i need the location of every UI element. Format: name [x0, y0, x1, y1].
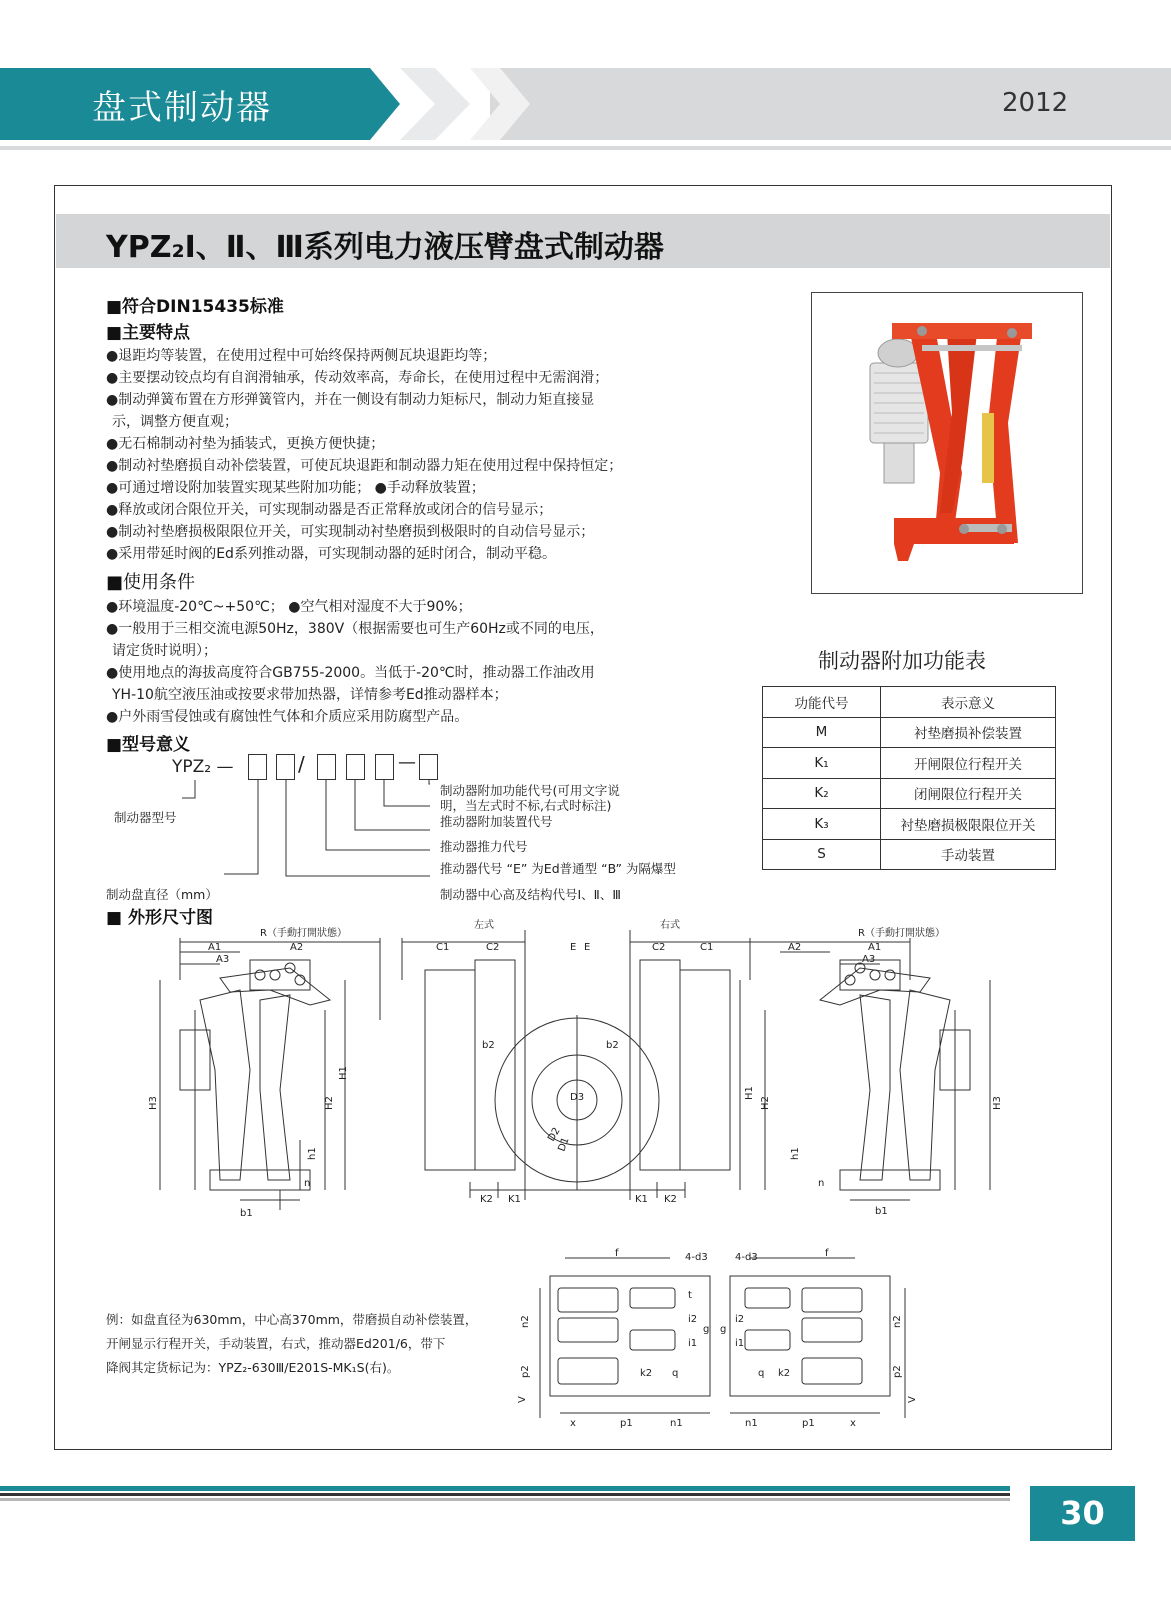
svg-text:K1: K1 — [635, 1194, 648, 1205]
svg-text:H1: H1 — [338, 1066, 349, 1080]
code-box — [375, 754, 394, 780]
function-table — [762, 686, 1056, 870]
section-title: 盘式制动器 — [92, 88, 272, 128]
product-title: YPZ₂Ⅰ、Ⅱ、Ⅲ系列电力液压臂盘式制动器 — [106, 230, 664, 265]
table-row — [763, 748, 1056, 779]
outline-drawing — [140, 920, 1110, 1220]
svg-text:b1: b1 — [875, 1206, 888, 1217]
code-slash: / — [298, 752, 305, 776]
table-row — [763, 839, 1056, 870]
feature-line: ●无石棉制动衬垫为插装式，更换方便快捷； — [106, 436, 385, 452]
dimensions-heading: ■ 外形尺寸图 — [106, 908, 213, 928]
svg-text:n2: n2 — [892, 1315, 903, 1328]
svg-text:V: V — [517, 1396, 528, 1403]
svg-text:p1: p1 — [620, 1418, 633, 1429]
feature-line: ●主要摆动铰点均有自润滑轴承，传动效率高，寿命长，在使用过程中无需润滑； — [106, 370, 609, 386]
svg-text:C2: C2 — [486, 942, 500, 953]
svg-text:H2: H2 — [324, 1096, 335, 1110]
chevron-icon — [400, 68, 470, 140]
table-header-row — [763, 687, 1056, 718]
table-cell: 开闸限位行程开关 — [881, 748, 1056, 779]
svg-text:i1: i1 — [735, 1338, 745, 1349]
model-prefix: YPZ₂ — — [172, 757, 234, 777]
svg-text:A2: A2 — [290, 942, 304, 953]
svg-text:n: n — [818, 1178, 825, 1189]
product-photo — [811, 292, 1083, 594]
svg-text:K2: K2 — [480, 1194, 493, 1205]
svg-text:D3: D3 — [570, 1092, 585, 1103]
dim-label-left: 左式 — [474, 920, 494, 931]
svg-text:x: x — [850, 1418, 856, 1429]
footer-rule — [0, 1486, 1010, 1491]
svg-text:f: f — [615, 1248, 619, 1259]
example-line: 例：如盘直径为630mm，中心高370mm，带磨损自动补偿装置， — [106, 1312, 478, 1327]
svg-text:q: q — [672, 1368, 679, 1379]
table-cell: K₃ — [763, 809, 881, 840]
code-box — [317, 754, 336, 780]
header-bar — [490, 68, 1171, 140]
condition-line: ●一般用于三相交流电源50Hz，380V（根据需要也可生产60Hz或不同的电压， — [106, 621, 604, 637]
label-device: 推动器附加装置代号 — [440, 814, 553, 829]
table-header: 表示意义 — [881, 687, 1056, 718]
label-type: 制动器型号 — [114, 810, 177, 825]
svg-text:D2: D2 — [546, 1125, 563, 1144]
footer-rule — [0, 1498, 1010, 1501]
feature-line: ●释放或闭合限位开关，可实现制动器是否正常释放或闭合的信号显示； — [106, 502, 553, 518]
svg-text:C1: C1 — [700, 942, 714, 953]
svg-text:V: V — [907, 1396, 918, 1403]
table-row — [763, 809, 1056, 840]
feature-line: ●制动弹簧布置在方形弹簧管内，并在一侧设有制动力矩标尺，制动力矩直接显 — [106, 392, 595, 408]
table-cell: 衬垫磨损补偿装置 — [881, 717, 1056, 748]
label-func: 制动器附加功能代号(可用文字说 — [440, 783, 620, 798]
svg-text:q: q — [758, 1368, 765, 1379]
table-row — [763, 778, 1056, 809]
feature-line: ●制动衬垫磨损极限限位开关，可实现制动衬垫磨损到极限时的自动信号显示； — [106, 524, 595, 540]
svg-text:H3: H3 — [148, 1096, 159, 1110]
table-header: 功能代号 — [763, 687, 881, 718]
condition-line: 请定货时说明）； — [112, 643, 217, 659]
svg-text:A1: A1 — [208, 942, 222, 953]
example-line: 降阀其定货标记为：YPZ₂-630Ⅲ/E201S-MK₁S(右)。 — [106, 1360, 400, 1375]
svg-text:E: E — [570, 942, 577, 953]
feature-line: ●采用带延时阀的Ed系列推动器，可实现制动器的延时闭合，制动平稳。 — [106, 546, 556, 562]
svg-text:R（手動打開狀態）: R（手動打開狀態） — [858, 928, 945, 939]
code-box — [248, 754, 267, 780]
svg-text:n1: n1 — [670, 1418, 683, 1429]
code-box — [276, 754, 295, 780]
svg-text:K1: K1 — [508, 1194, 521, 1205]
year-label: 2012 — [1002, 88, 1069, 118]
feature-line: ●退距均等装置，在使用过程中可始终保持两侧瓦块退距均等； — [106, 348, 497, 364]
svg-text:n: n — [304, 1178, 311, 1189]
table-cell: 闭闸限位行程开关 — [881, 778, 1056, 809]
condition-line: ●户外雨雪侵蚀或有腐蚀性气体和介质应采用防腐型产品。 — [106, 709, 469, 725]
svg-text:b1: b1 — [240, 1208, 253, 1219]
code-box — [346, 754, 365, 780]
model-heading: ■型号意义 — [106, 735, 191, 755]
table-cell: S — [763, 839, 881, 870]
feature-line: ●制动衬垫磨损自动补偿装置，可使瓦块退距和制动器力矩在使用过程中保持恒定； — [106, 458, 623, 474]
table-cell: K₂ — [763, 778, 881, 809]
svg-text:A3: A3 — [862, 954, 876, 965]
svg-text:A2: A2 — [788, 942, 802, 953]
svg-text:k2: k2 — [778, 1368, 791, 1379]
svg-text:p2: p2 — [892, 1365, 903, 1378]
dim-label-right: 右式 — [660, 920, 680, 931]
feature-line: ●可通过增设附加装置实现某些附加功能； ●手动释放装置； — [106, 480, 485, 496]
condition-line: YH-10航空液压油或按要求带加热器，详情参考Ed推动器样本； — [112, 687, 508, 703]
svg-text:K2: K2 — [664, 1194, 677, 1205]
label-func: 明，当左式时不标,右式时标注) — [440, 798, 612, 813]
code-box — [419, 754, 438, 780]
svg-text:f: f — [825, 1248, 829, 1259]
svg-text:C2: C2 — [652, 942, 666, 953]
label-force: 推动器推力代号 — [440, 839, 528, 854]
svg-text:b2: b2 — [482, 1040, 495, 1051]
svg-text:p2: p2 — [520, 1365, 531, 1378]
header-divider — [0, 146, 1171, 150]
table-row — [763, 717, 1056, 748]
svg-text:k2: k2 — [640, 1368, 653, 1379]
condition-line: ●环境温度-20℃~+50℃； ●空气相对湿度不大于90%； — [106, 599, 472, 615]
table-cell: 衬垫磨损极限限位开关 — [881, 809, 1056, 840]
standard-heading: ■符合DIN15435标准 — [106, 297, 284, 317]
svg-text:4-d3: 4-d3 — [735, 1252, 758, 1263]
mounting-drawing — [517, 1248, 920, 1433]
svg-text:i2: i2 — [688, 1314, 698, 1325]
example-line: 开闸显示行程开关，手动装置，右式，推动器Ed201/6，带下 — [106, 1336, 446, 1351]
svg-text:b2: b2 — [606, 1040, 619, 1051]
svg-text:A1: A1 — [868, 942, 882, 953]
condition-line: ●使用地点的海拔高度符合GB755-2000。当低于-20℃时，推动器工作油改用 — [106, 665, 595, 681]
label-dia: 制动盘直径（mm） — [106, 887, 218, 902]
svg-text:C1: C1 — [436, 942, 450, 953]
svg-text:D1: D1 — [556, 1136, 572, 1154]
svg-text:H1: H1 — [744, 1086, 755, 1100]
svg-text:E: E — [584, 942, 591, 953]
table-cell: K₁ — [763, 748, 881, 779]
conditions-heading: ■使用条件 — [106, 572, 196, 593]
svg-text:h1: h1 — [307, 1147, 318, 1160]
footer-rule — [0, 1493, 1010, 1496]
svg-text:H3: H3 — [992, 1096, 1003, 1110]
dim-label-d3: 4-d3 — [685, 1252, 708, 1263]
table-cell: 手动装置 — [881, 839, 1056, 870]
label-center: 制动器中心高及结构代号Ⅰ、Ⅱ、Ⅲ — [440, 887, 621, 902]
svg-text:h1: h1 — [790, 1147, 801, 1160]
svg-text:g: g — [703, 1324, 710, 1335]
dim-label-r: R（手動打開狀態） — [260, 928, 347, 939]
svg-text:g: g — [720, 1324, 727, 1335]
svg-text:p1: p1 — [802, 1418, 815, 1429]
svg-text:H2: H2 — [760, 1096, 771, 1110]
table-cell: M — [763, 717, 881, 748]
page-number: 30 — [1030, 1486, 1135, 1541]
code-dash: — — [398, 752, 416, 773]
function-table-title: 制动器附加功能表 — [818, 649, 986, 673]
svg-text:x: x — [570, 1418, 576, 1429]
svg-text:A3: A3 — [216, 954, 230, 965]
svg-text:n1: n1 — [745, 1418, 758, 1429]
features-heading: ■主要特点 — [106, 323, 191, 343]
feature-line: 示，调整方便直观； — [112, 414, 238, 430]
label-pusher: 推动器代号 “E” 为Ed普通型 “B” 为隔爆型 — [440, 861, 676, 876]
svg-text:t: t — [688, 1290, 692, 1301]
svg-text:n2: n2 — [520, 1315, 531, 1328]
svg-text:i1: i1 — [688, 1338, 698, 1349]
svg-text:i2: i2 — [735, 1314, 745, 1325]
